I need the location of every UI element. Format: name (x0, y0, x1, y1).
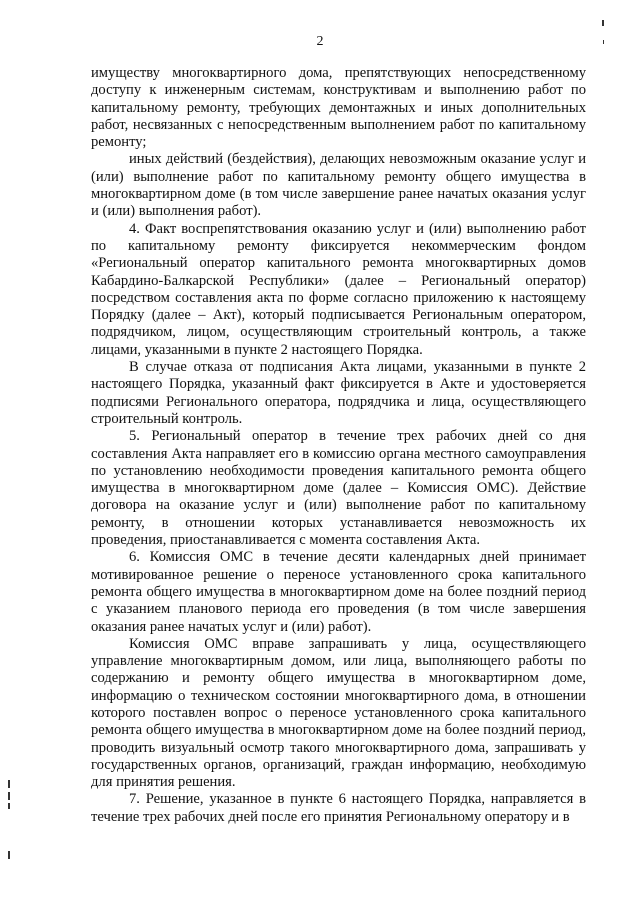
scan-mark (602, 20, 604, 26)
paragraph: иных действий (бездействия), делающих невозможным оказание услуг и (или) выполнение работ по капитальному ремонту общего имущества в многоквартирном доме (в том числе завершение ранее начатых оказания услуг и (или) выполнения работ). (91, 151, 586, 220)
scan-mark (8, 803, 10, 809)
page-number: 2 (316, 34, 324, 49)
paragraph-item-7: 7. Решение, указанное в пункте 6 настоящего Порядка, направляется в течение трех рабочих дней после его принятия Региональному оператору и в (91, 791, 586, 825)
scan-mark (8, 851, 10, 859)
paragraph-item-6: 6. Комиссия ОМС в течение десяти календарных дней принимает мотивированное решение о переносе установленного срока капитального ремонта общего имущества в многоквартирном доме на более поздний период с указанием планового периода его проведения (в том числе завершения оказания ранее начатых услуг и (или) работ). (91, 549, 586, 635)
scan-mark (8, 780, 10, 788)
paragraph: В случае отказа от подписания Акта лицами, указанными в пункте 2 настоящего Порядка, указанный факт фиксируется в Акте и удостоверяется подписями Регионального оператора, подрядчика и лица, осуществляющего строительный контроль. (91, 359, 586, 427)
paragraph: Комиссия ОМС вправе запрашивать у лица, осуществляющего управление многоквартирным домом, или лица, выполняющего работы по содержанию и ремонту общего имущества в многоквартирном доме, информацию о техническом состоянии многоквартирного дома, в отношении которого поставлен вопрос о переносе установленного срока капитального ремонта общего имущества в многоквартирном доме на более поздний период, проводить визуальный осмотр такого многоквартирного дома, запрашивать у государственных органов, организаций, граждан информацию, необходимую для принятия решения. (91, 635, 586, 791)
paragraph-item-5: 5. Региональный оператор в течение трех рабочих дней со дня составления Акта направляет его в комиссию органа местного самоуправления по установлению необходимости проведения капитального ремонта общего имущества в многоквартирном доме (далее – Комиссия ОМС). Действие договора на оказание услуг и (или) выполнение работ по капитальному ремонту, в отношении которых устанавливается невозможность их проведения, приостанавливается с момента составления Акта. (91, 428, 586, 549)
paragraph-continuation: имуществу многоквартирного дома, препятствующих непосредственному доступу к инженерным системам, конструктивам и выполнению работ по капитальному ремонту, требующих демонтажных и иных дополнительных работ, несвязанных с непосредственным выполнением работ по капитальному ремонту; (91, 65, 586, 151)
scan-mark (8, 792, 10, 800)
document-body (91, 65, 586, 826)
paragraph-item-4: 4. Факт воспрепятствования оказанию услуг и (или) выполнению работ по капитальному ремонту фиксируется некоммерческим фондом «Региональный оператор капитального ремонта многоквартирных домов Кабардино-Балкарской Республики» (далее – Региональный оператор) посредством составления акта по форме согласно приложению к настоящему Порядку (далее – Акт), который подписывается Региональным оператором, подрядчиком, лицом, осуществляющим строительный контроль, а также лицами, указанными в пункте 2 настоящего Порядка. (91, 220, 586, 358)
